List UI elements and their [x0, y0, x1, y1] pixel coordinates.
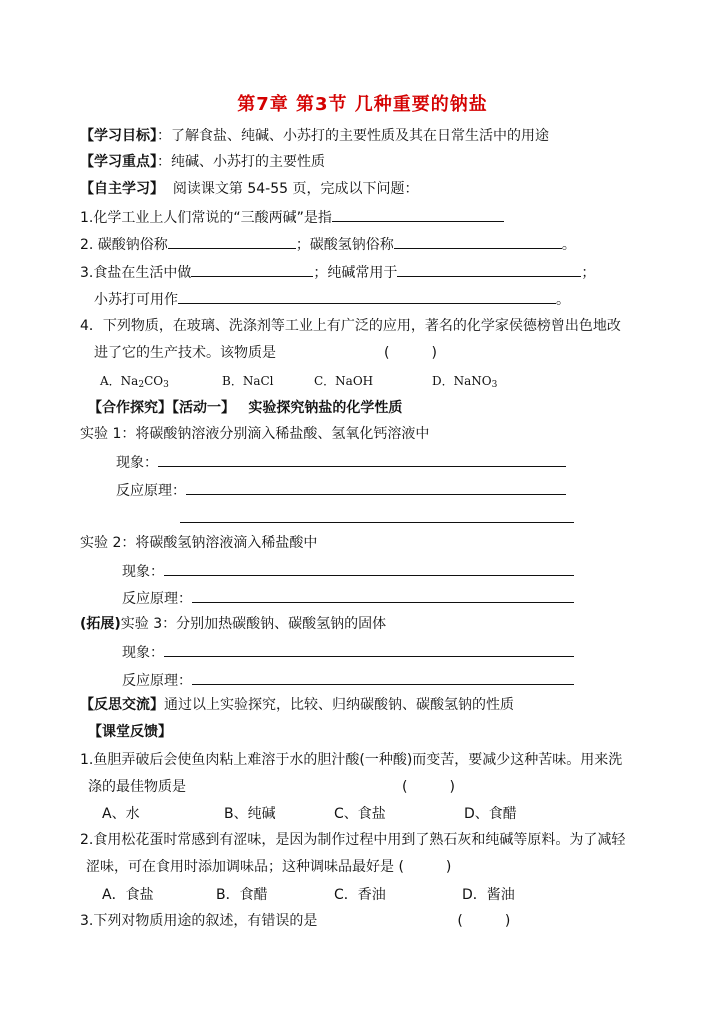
experiment-2: 实验 2：将碳酸氢钠溶液滴入稀盐酸中: [80, 535, 318, 551]
answer-blank[interactable]: [164, 642, 574, 657]
feedback-q1-options: [102, 804, 517, 824]
question-2-part-a: 2. 碳酸钠俗称: [80, 237, 168, 253]
answer-blank[interactable]: [394, 234, 562, 249]
reflection-line: [80, 695, 514, 715]
option-b[interactable]: B、纯碱: [224, 806, 276, 822]
feedback-q2-options: [102, 885, 515, 905]
option-d[interactable]: D．酱油: [462, 887, 515, 903]
question-3-end2: 。: [556, 292, 570, 308]
objectives-line: [80, 126, 549, 146]
answer-blank[interactable]: [158, 452, 566, 467]
self-study-text: 阅读课文第 54-55 页，完成以下问题：: [172, 181, 419, 197]
question-4-stem: 进了它的生产技术。该物质是: [94, 345, 276, 361]
answer-blank[interactable]: [180, 508, 574, 523]
feedback-q2-line-1: 2.食用松花蛋时常感到有涩味，是因为制作过程中用到了熟石灰和纯碱等原料。为了减轻: [80, 832, 626, 848]
answer-blank[interactable]: [178, 289, 556, 304]
keypoints-line: [80, 152, 325, 172]
experiment-3: [80, 614, 386, 634]
option-d[interactable]: D、食醋: [464, 806, 517, 822]
question-3-part-c: 小苏打可用作: [94, 292, 178, 308]
question-3-part-b: ；纯碱常用于: [313, 265, 398, 281]
answer-parentheses[interactable]: ( ): [457, 913, 511, 929]
self-study-line: [80, 179, 419, 199]
option-c[interactable]: C．香油: [334, 887, 386, 903]
experiment-1-principle: 反应原理：: [116, 480, 566, 500]
experiment-3-principle: 反应原理：: [122, 670, 574, 690]
experiment-2-principle: 反应原理：: [122, 588, 574, 608]
question-4-line-2: [94, 343, 437, 363]
option-c[interactable]: C．NaOH: [314, 374, 374, 388]
answer-blank[interactable]: [168, 234, 296, 249]
self-study-label: 【自主学习】: [80, 181, 164, 197]
experiment-1: 实验 1：将碳酸钠溶液分别滴入稀盐酸、氢氧化钙溶液中: [80, 426, 430, 442]
option-c[interactable]: C、食盐: [334, 806, 386, 822]
option-b[interactable]: B．NaCl: [222, 374, 274, 388]
question-3: [80, 262, 595, 282]
question-2-part-b: ；碳酸氢钠俗称: [295, 237, 394, 253]
answer-blank[interactable]: [164, 561, 574, 576]
question-4-options: [100, 371, 497, 391]
experiment-2-observation: 现象：: [122, 561, 574, 581]
option-a[interactable]: A、水: [102, 806, 140, 822]
keypoints-label: 【学习重点】: [80, 154, 157, 170]
question-3-continued: [94, 289, 570, 309]
experiment-1-principle-2: [180, 508, 574, 528]
question-1-text: 1.化学工业上人们常说的“三酸两碱”是指: [80, 210, 332, 226]
question-3-end: ；: [581, 265, 596, 281]
answer-blank[interactable]: [332, 207, 504, 222]
reflection-label: 【反思交流】: [80, 697, 164, 713]
answer-blank[interactable]: [397, 262, 581, 277]
objectives-text: ：了解食盐、纯碱、小苏打的主要性质及其在日常生活中的用途: [157, 128, 549, 144]
cooperation-label: 【合作探究】【活动一】: [88, 400, 235, 416]
option-a[interactable]: A．$Na_2CO_3$: [100, 374, 169, 390]
cooperation-title: 实验探究钠盐的化学性质: [248, 400, 403, 416]
feedback-q1-line-2: 涤的最佳物质是 ( ): [88, 779, 455, 795]
extension-label: (拓展): [80, 616, 121, 632]
feedback-heading: 【课堂反馈】: [88, 724, 172, 740]
answer-blank[interactable]: [192, 670, 574, 685]
question-4-line-1: 4．下列物质，在玻璃、洗涤剂等工业上有广泛的应用，著名的化学家侯德榜曾出色地改: [80, 318, 621, 334]
keypoints-text: ：纯碱、小苏打的主要性质: [157, 154, 325, 170]
feedback-q3-line-1: 3.下列对物质用途的叙述，有错误的是 ( ): [80, 913, 511, 929]
objectives-label: 【学习目标】: [80, 128, 157, 144]
question-1: [80, 207, 504, 227]
cooperation-heading: [88, 398, 402, 418]
option-b[interactable]: B．食醋: [216, 887, 268, 903]
answer-parentheses[interactable]: ( ): [402, 779, 455, 795]
feedback-q1-line-1: 1.鱼胆弄破后会使鱼肉粘上难溶于水的胆汁酸(一种酸)而变苦，要减少这种苦味。用来洗: [80, 752, 623, 768]
option-d[interactable]: D．NaNO$_3$: [432, 374, 498, 390]
option-a[interactable]: A．食盐: [102, 887, 154, 903]
answer-blank[interactable]: [192, 588, 574, 603]
answer-parentheses[interactable]: ( ): [384, 345, 437, 361]
page-title: 第7章 第3节 几种重要的钠盐: [237, 94, 488, 115]
question-2-end: 。: [561, 237, 576, 253]
answer-blank[interactable]: [191, 262, 313, 277]
experiment-3-text: 实验 3：分别加热碳酸钠、碳酸氢钠的固体: [120, 616, 387, 632]
reflection-text: 通过以上实验探究，比较、归纳碳酸钠、碳酸氢钠的性质: [164, 697, 514, 713]
question-2: [80, 234, 576, 254]
question-3-part-a: 3.食盐在生活中做: [80, 265, 192, 281]
answer-blank[interactable]: [186, 480, 566, 495]
experiment-1-observation: 现象：: [116, 452, 566, 472]
feedback-q2-line-2: 涩味，可在食用时添加调味品；这种调味品最好是 ( ): [86, 859, 452, 875]
experiment-3-observation: 现象：: [122, 642, 574, 662]
